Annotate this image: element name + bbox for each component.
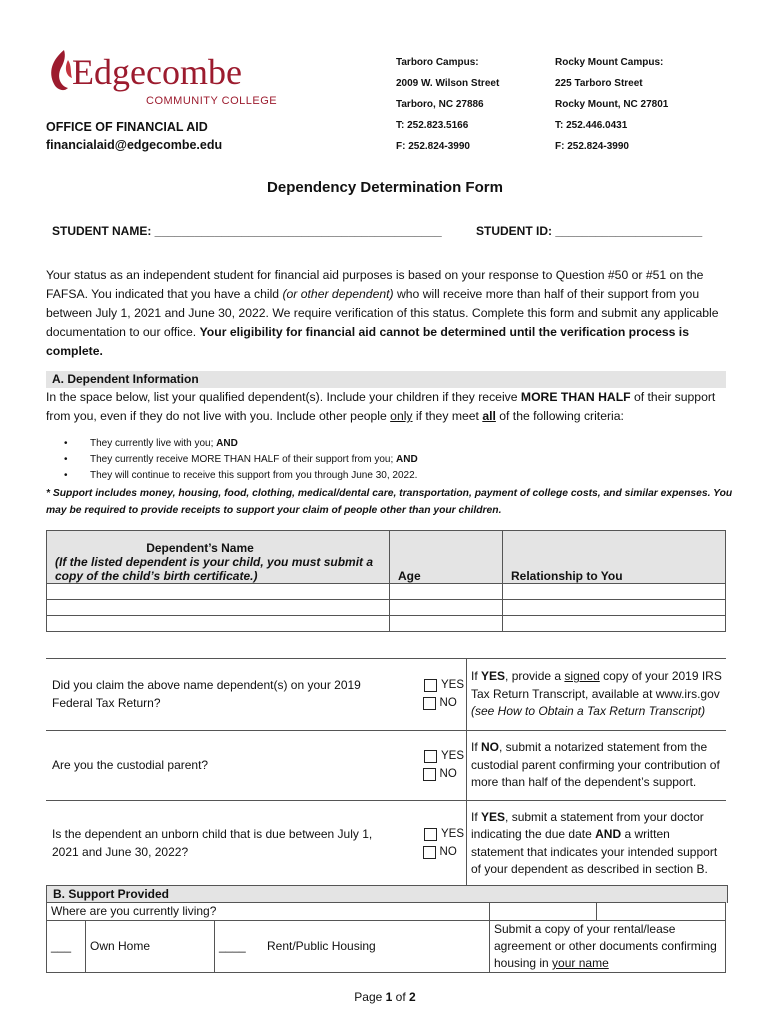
question-row <box>46 801 726 887</box>
support-note: * Support includes money, housing, food, clothing, medical/dental care, transportation, payment of college costs, and similar expenses. You may be required to provide receipts to support your claim of people other than your children. <box>46 488 733 516</box>
dependents-table <box>46 530 726 632</box>
no-checkbox[interactable] <box>423 697 436 710</box>
flame-logo-icon <box>51 50 68 90</box>
rental-instructions: Submit a copy of your rental/lease agreement or other documents confirming housing in your name <box>490 921 726 973</box>
table-row[interactable] <box>47 616 726 632</box>
col-age: Age <box>390 531 503 584</box>
list-item: • They will continue to receive this support from you through June 30, 2022. <box>64 468 418 484</box>
tarboro-campus <box>396 52 499 157</box>
yes-checkbox[interactable] <box>424 679 437 692</box>
campus-label: Rocky Mount Campus: <box>555 57 664 68</box>
campus-city: Tarboro, NC 27886 <box>396 99 484 110</box>
section-a-heading: A. Dependent Information <box>46 371 726 388</box>
question-row <box>46 659 726 731</box>
logo-subtitle: COMMUNITY COLLEGE <box>146 95 278 107</box>
support-table <box>46 902 726 973</box>
page-number: Page 1 of 2 <box>354 990 416 1004</box>
question-row <box>46 731 726 801</box>
question-text: Is the dependent an unborn child that is due between July 1, 2021 and June 30, 2022? <box>46 801 398 887</box>
yes-no-options: YES NO <box>398 731 467 801</box>
yes-checkbox[interactable] <box>424 828 437 841</box>
list-item: • They currently live with you; AND <box>64 436 418 452</box>
logo-wordmark: Edgecombe <box>72 52 242 92</box>
student-name-field[interactable]: STUDENT NAME: ___________________________________________ <box>52 224 442 238</box>
question-instructions: If NO, submit a notarized statement from the custodial parent confirming your contribution of more than half of the dependent’s support. <box>467 731 727 801</box>
rocky-mount-campus <box>555 52 668 157</box>
no-checkbox[interactable] <box>423 846 436 859</box>
campus-street: 2009 W. Wilson Street <box>396 78 500 89</box>
yes-checkbox[interactable] <box>424 750 437 763</box>
own-home-blank[interactable]: ___ <box>47 921 86 973</box>
campus-phone: T: 252.823.5166 <box>396 120 469 131</box>
criteria-list <box>64 436 418 484</box>
own-home-label: Own Home <box>86 921 215 973</box>
campus-fax: F: 252.824-3990 <box>396 141 470 152</box>
col-dependent-name: Dependent’s Name (If the listed dependent is your child, you must submit a copy of the child’s birth certificate.) <box>47 531 390 584</box>
rent-blank[interactable]: ____ <box>215 921 264 973</box>
campus-street: 225 Tarboro Street <box>555 78 643 89</box>
section-b-heading: B. Support Provided <box>47 886 727 903</box>
yes-no-options: YES NO <box>398 801 467 887</box>
campus-phone: T: 252.446.0431 <box>555 120 628 131</box>
section-b <box>46 885 728 903</box>
col-relationship: Relationship to You <box>503 531 726 584</box>
campus-city: Rocky Mount, NC 27801 <box>555 99 669 110</box>
form-title: Dependency Determination Form <box>267 179 503 196</box>
living-question: Where are you currently living? <box>47 903 490 921</box>
table-row[interactable] <box>47 600 726 616</box>
question-instructions: If YES, provide a signed copy of your 2019 IRS Tax Return Transcript, available at www.irs.gov (see How to Obtain a Tax Return Transcript) <box>467 659 727 731</box>
student-id-field[interactable]: STUDENT ID: ______________________ <box>476 224 703 238</box>
campus-fax: F: 252.824-3990 <box>555 141 629 152</box>
yes-no-options: YES NO <box>398 659 467 731</box>
question-text: Did you claim the above name dependent(s) on your 2019 Federal Tax Return? <box>46 659 398 731</box>
question-instructions: If YES, submit a statement from your doctor indicating the due date AND a written statement that indicates your intended support of your dependent as described in section B. <box>467 801 727 887</box>
questions-table <box>46 658 726 887</box>
college-logo <box>44 46 284 108</box>
no-checkbox[interactable] <box>423 768 436 781</box>
campus-label: Tarboro Campus: <box>396 57 479 68</box>
table-row[interactable] <box>47 584 726 600</box>
list-item: • They currently receive MORE THAN HALF of their support from you; AND <box>64 452 418 468</box>
office-name: OFFICE OF FINANCIAL AID <box>46 120 208 134</box>
section-a-instructions: In the space below, list your qualified dependent(s). Include your children if they receive MORE THAN HALF of their support from you, even if they do not live with you. Include other people only if they meet all of the following criteria: <box>46 390 716 423</box>
intro-paragraph: Your status as an independent student for financial aid purposes is based on your response to Question #50 or #51 on the FAFSA. You indicated that you have a child (or other dependent) who will receive more than half of their support from you between July 1, 2021 and June 30, 2022. We require verification of this status. Complete this form and submit any applicable documentation to our office. Your eligibility for financial aid cannot be determined until the verification process is complete. <box>46 268 719 358</box>
question-text: Are you the custodial parent? <box>46 731 398 801</box>
office-email[interactable]: financialaid@edgecombe.edu <box>46 138 223 152</box>
rent-label: Rent/Public Housing <box>263 921 490 973</box>
office-block <box>46 118 222 154</box>
